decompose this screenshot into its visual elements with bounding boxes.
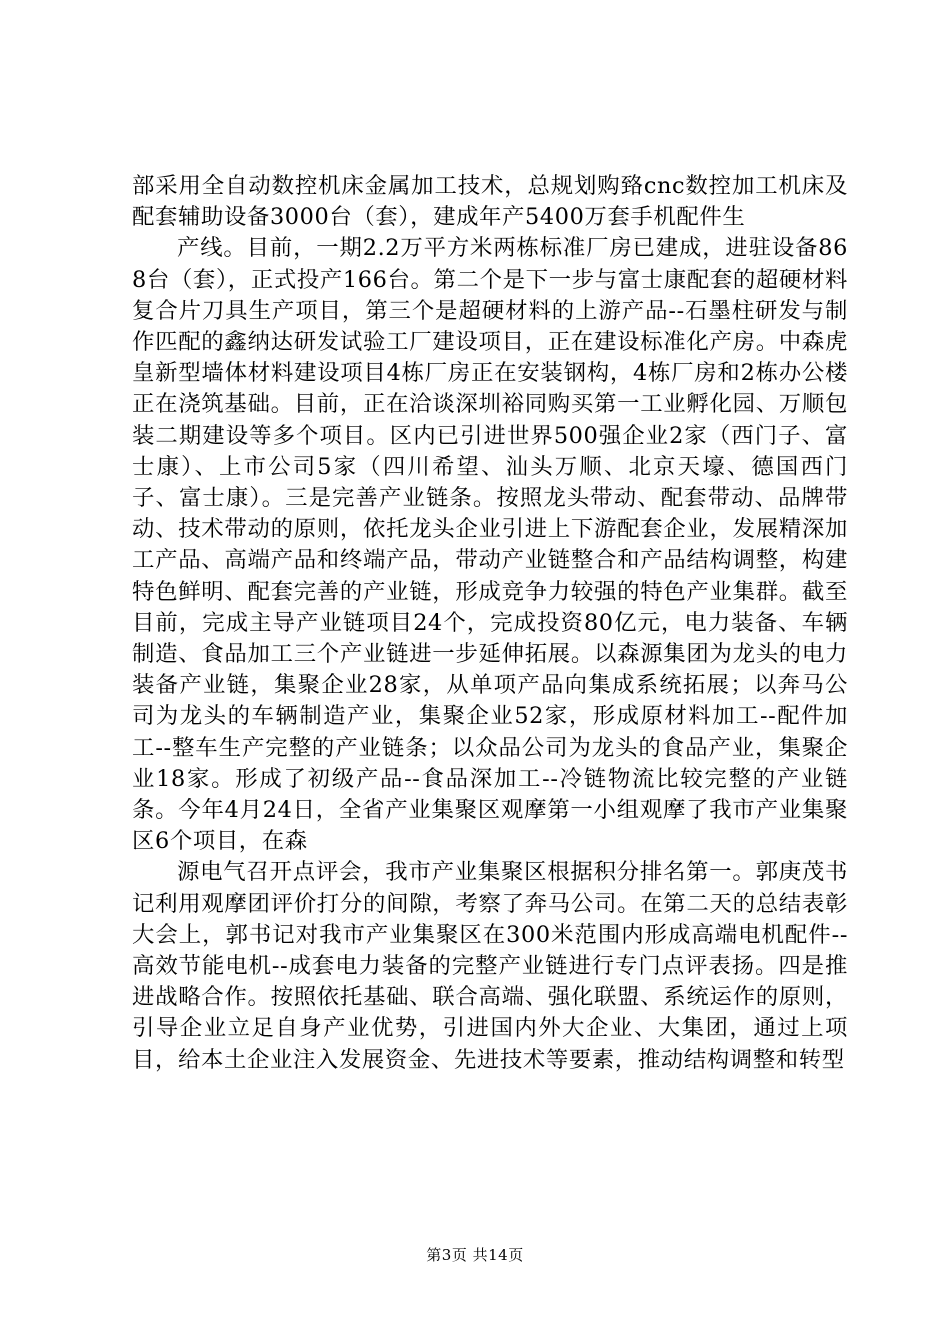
page-number-footer: 第3页 共14页: [426, 1246, 524, 1264]
paragraph-2: 产线。目前，一期2.2万平方米两栋标准厂房已建成，进驻设备868台（套），正式投产166台。第二个是下一步与富士康配套的超硬材料复合片刀具生产项目，第三个是超硬材料的上游产品--石墨柱研发与制作匹配的鑫纳达研发试验工厂建设项目，正在建设标准化产房。中森虎皇新型墙体材料建设项目4栋厂房正在安装钢构，4栋厂房和2栋办公楼正在浇筑基础。目前，正在洽谈深圳裕同购买第一工业孵化园、万顺包装二期建设等多个项目。区内已引进世界500强企业2家（西门子、富士康）、上市公司5家（四川希望、汕头万顺、北京天壕、德国西门子、富士康）。三是完善产业链条。按照龙头带动、配套带动、品牌带动、技术带动的原则，依托龙头企业引进上下游配套企业，发展精深加工产品、高端产品和终端产品，带动产业链整合和产品结构调整，构建特色鲜明、配套完善的产业链，形成竞争力较强的特色产业集群。截至目前，完成主导产业链项目24个，完成投资80亿元，电力装备、车辆制造、食品加工三个产业链进一步延伸拓展。以森源集团为龙头的电力装备产业链，集聚企业28家，从单项产品向集成系统拓展；以奔马公司为龙头的车辆制造产业，集聚企业52家，形成原材料加工--配件加工--整车生产完整的产业链条；以众品公司为龙头的食品产业，集聚企业18家。形成了初级产品--食品深加工--冷链物流比较完整的产业链条。今年4月24日，全省产业集聚区观摩第一小组观摩了我市产业集聚区6个项目，在森: [132, 235, 848, 855]
paragraph-3: 源电气召开点评会，我市产业集聚区根据积分排名第一。郭庚茂书记利用观摩团评价打分的间隙，考察了奔马公司。在第二天的总结表彰大会上，郭书记对我市产业集聚区在300米范围内形成高端电机配件--高效节能电机--成套电力装备的完整产业链进行专门点评表扬。四是推进战略合作。按照依托基础、联合高端、强化联盟、系统运作的原则，引导企业立足自身产业优势，引进国内外大企业、大集团，通过上项目，给本土企业注入发展资金、先进技术等要素，推动结构调整和转型: [132, 859, 848, 1073]
paragraph-1: 部采用全自动数控机床金属加工技术，总规划购臵cnc数控加工机床及配套辅助设备3000台（套），建成年产5400万套手机配件生: [132, 173, 848, 231]
document-body: [132, 171, 848, 1076]
